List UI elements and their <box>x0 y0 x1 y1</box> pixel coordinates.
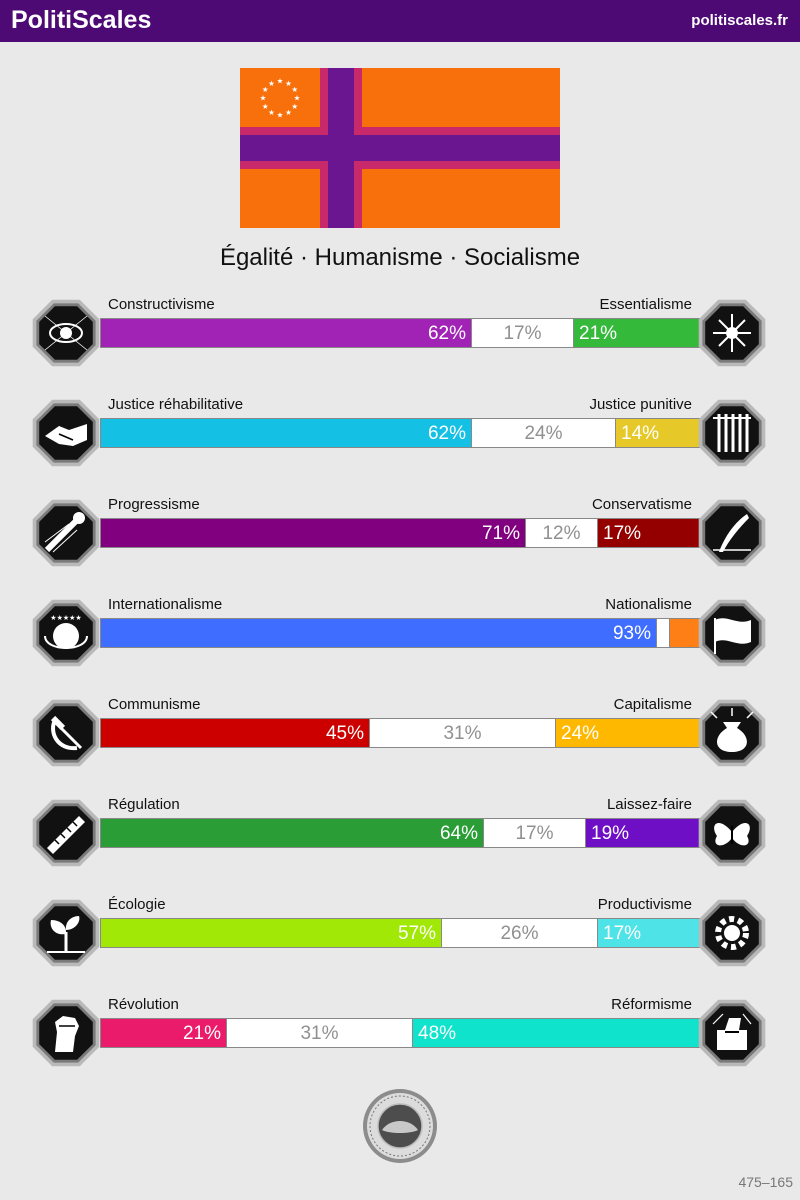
axis-left-percent: 64% <box>439 823 478 844</box>
svg-text:★: ★ <box>276 110 284 120</box>
axis-middle-percent: 26% <box>500 923 539 944</box>
axis-middle-segment <box>472 319 573 347</box>
axis-row <box>0 288 800 378</box>
axis-right-segment <box>573 319 699 347</box>
axis-right-segment <box>555 719 699 747</box>
sprout-icon <box>29 896 103 970</box>
axis-middle-segment <box>227 1019 412 1047</box>
axis-right-segment <box>585 819 699 847</box>
axis-left-percent: 57% <box>397 923 436 944</box>
axis-middle-segment <box>526 519 597 547</box>
axis-middle-segment <box>657 619 669 647</box>
axis-right-label: Conservatisme <box>591 496 692 513</box>
eye-icon <box>29 296 103 370</box>
axis-middle-percent: 12% <box>542 523 581 544</box>
axis-right-percent: 17% <box>603 923 642 944</box>
axis-left-segment <box>101 319 472 347</box>
axis-left-segment <box>101 519 526 547</box>
axis-right-percent <box>670 623 675 644</box>
gear-icon <box>695 896 769 970</box>
axis-middle-segment <box>484 819 585 847</box>
axis-bar <box>100 318 700 348</box>
axis-right-label: Productivisme <box>597 896 692 913</box>
axis-right-percent: 48% <box>418 1023 457 1044</box>
axis-row <box>0 988 800 1078</box>
axis-row <box>0 488 800 578</box>
axis-left-segment <box>101 419 472 447</box>
axis-left-segment <box>101 1019 227 1047</box>
svg-text:★: ★ <box>291 102 299 111</box>
axis-middle-percent: 17% <box>515 823 554 844</box>
axis-right-percent: 19% <box>591 823 630 844</box>
axis-left-segment <box>101 719 370 747</box>
ballot-box-icon <box>695 996 769 1070</box>
svg-text:★: ★ <box>259 93 267 103</box>
axis-left-segment <box>101 919 442 947</box>
axis-left-label: Écologie <box>108 896 166 913</box>
svg-text:★: ★ <box>293 93 301 103</box>
svg-text:★: ★ <box>261 85 269 94</box>
axis-row <box>0 588 800 678</box>
axis-left-percent: 93% <box>612 623 651 644</box>
ruler-icon <box>29 796 103 870</box>
axis-left-label: Constructivisme <box>108 296 215 313</box>
axis-right-label: Réformisme <box>611 996 692 1013</box>
svg-text:★: ★ <box>268 108 275 118</box>
axis-right-label: Laissez-faire <box>606 796 692 813</box>
axis-right-segment <box>615 419 699 447</box>
axis-right-label: Justice punitive <box>589 396 692 413</box>
axis-right-segment <box>597 919 699 947</box>
quill-icon <box>695 496 769 570</box>
axis-right-segment <box>597 519 699 547</box>
hammer-sickle-icon <box>29 696 103 770</box>
axis-left-percent: 62% <box>427 323 466 344</box>
national-flag-icon <box>695 596 769 670</box>
footer-code: 475–165 <box>738 1174 793 1190</box>
axis-row <box>0 888 800 978</box>
axis-right-segment <box>412 1019 699 1047</box>
site-url[interactable]: politiscales.fr <box>691 12 788 29</box>
svg-text:★: ★ <box>291 85 299 94</box>
axis-right-percent: 21% <box>579 323 618 344</box>
globe-icon <box>29 596 103 670</box>
axis-right-label: Capitalisme <box>613 696 692 713</box>
axis-row <box>0 788 800 878</box>
axis-bar <box>100 618 700 648</box>
axis-left-percent: 21% <box>182 1023 221 1044</box>
axis-left-percent: 45% <box>325 723 364 744</box>
axis-middle-percent: 31% <box>300 1023 339 1044</box>
axis-right-percent: 17% <box>603 523 642 544</box>
flag-cross-horizontal <box>240 135 560 161</box>
axis-bar <box>100 518 700 548</box>
result-tagline: Égalité · Humanisme · Socialisme <box>219 244 581 271</box>
handshake-icon <box>29 396 103 470</box>
axis-row <box>0 388 800 478</box>
prison-bars-icon <box>695 396 769 470</box>
axis-middle-segment <box>472 419 615 447</box>
axis-bar <box>100 418 700 448</box>
svg-text:★: ★ <box>276 76 284 86</box>
axis-left-label: Justice réhabilitative <box>108 396 244 413</box>
svg-text:★: ★ <box>285 108 292 118</box>
brand-title[interactable]: PolitiScales <box>11 6 152 34</box>
seal-icon <box>362 1088 438 1164</box>
butterfly-icon <box>695 796 769 870</box>
result-flag <box>240 68 560 228</box>
svg-text:★: ★ <box>268 78 275 88</box>
axis-right-percent: 14% <box>621 423 660 444</box>
axis-right-label: Essentialisme <box>599 296 692 313</box>
axis-left-segment <box>101 819 484 847</box>
header-bar <box>0 0 800 42</box>
axis-left-percent: 71% <box>481 523 520 544</box>
axis-left-segment <box>101 619 657 647</box>
svg-text:★: ★ <box>261 102 269 111</box>
axis-left-label: Internationalisme <box>108 596 223 613</box>
axis-bar <box>100 1018 700 1048</box>
axis-left-label: Communisme <box>108 696 201 713</box>
axis-left-label: Progressisme <box>108 496 200 513</box>
flower-icon <box>695 296 769 370</box>
axis-middle-percent: 24% <box>524 423 563 444</box>
axis-middle-segment <box>370 719 555 747</box>
raised-fist-icon <box>29 996 103 1070</box>
axis-left-percent: 62% <box>427 423 466 444</box>
axis-bar <box>100 818 700 848</box>
axis-row <box>0 688 800 778</box>
axis-bar <box>100 918 700 948</box>
axis-left-label: Régulation <box>108 796 180 813</box>
axis-middle-percent: 31% <box>443 723 482 744</box>
axis-bar <box>100 718 700 748</box>
svg-text:★★★★★: ★★★★★ <box>50 614 82 622</box>
axis-middle-percent: 17% <box>503 323 542 344</box>
axis-left-label: Révolution <box>108 996 179 1013</box>
comet-icon <box>29 496 103 570</box>
svg-text:★: ★ <box>285 78 292 88</box>
axis-middle-segment <box>442 919 597 947</box>
money-bag-icon <box>695 696 769 770</box>
axis-right-label: Nationalisme <box>605 596 692 613</box>
axis-right-percent: 24% <box>561 723 600 744</box>
